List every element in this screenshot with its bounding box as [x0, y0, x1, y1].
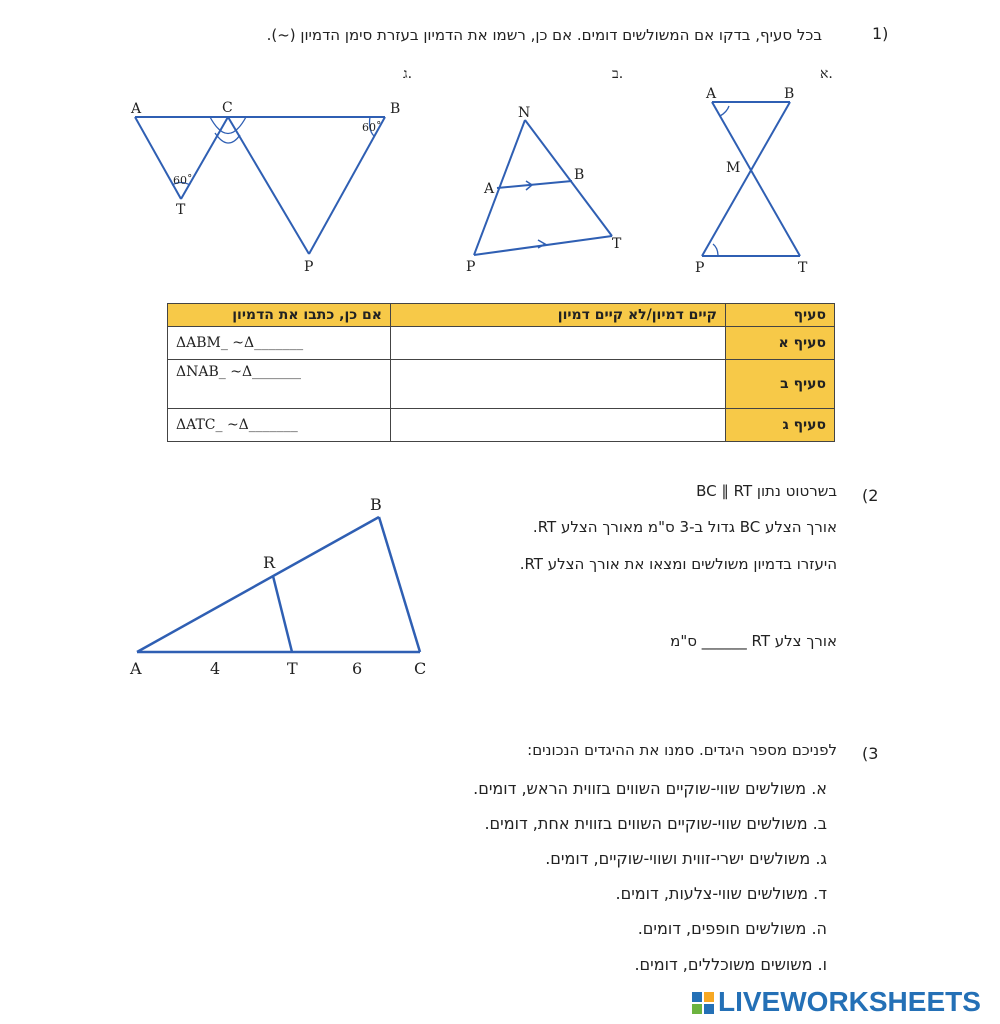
label-c-A: A: [131, 101, 142, 117]
figure-a-caption: א.: [820, 66, 833, 82]
answer-cell[interactable]: ΔATC_ ~Δ_______: [168, 409, 391, 442]
label-b-B: B: [574, 167, 585, 183]
label-c-C: C: [222, 100, 233, 116]
q3-statement[interactable]: ד. משולשים שווי-צלעות, דומים.: [615, 884, 827, 903]
section-label: סעיף ב: [726, 360, 835, 409]
label-a-M: M: [726, 160, 741, 176]
logo-grid-icon: [692, 992, 714, 1014]
q1-instruction: בכל סעיף, בדקו אם המשולשים דומים. אם כן, רשמו את הדמיון בעזרת סימן הדמיון (~).: [266, 26, 822, 44]
label-c-T: T: [176, 202, 186, 218]
q3-statement[interactable]: ג. משולשים ישרי-זווית ושווי-שוקיים, דומים.: [545, 849, 827, 868]
label-b-P: P: [466, 259, 476, 275]
label-a-B: B: [784, 86, 795, 102]
q2-label-R: R: [263, 553, 276, 572]
similar-answer-cell[interactable]: [391, 327, 726, 360]
header-similar-or-not: קיים דמיון/לא קיים דמיון: [391, 304, 726, 327]
figure-b-caption: ב.: [612, 66, 624, 82]
label-c-P: P: [304, 259, 314, 275]
angle-label-B: 60˚: [362, 121, 382, 134]
q2-figure: [120, 490, 450, 690]
q2-line3: היעזרו בדמיון משולשים ומצאו את אורך הצלע RT.: [519, 555, 837, 573]
figure-b: [466, 66, 623, 275]
label-c-B: B: [390, 101, 401, 117]
q2-label-B: B: [370, 495, 382, 514]
answer-cell[interactable]: ΔABM_ ~Δ_______: [168, 327, 391, 360]
section-label: סעיף ג: [726, 409, 835, 442]
liveworksheets-logo[interactable]: [692, 988, 992, 1018]
header-write-similarity: אם כן, כתבו את הדמיון: [168, 304, 391, 327]
q3-statement[interactable]: ה. משולשים חופפים, דומים.: [637, 919, 827, 938]
angle-label-T: 60˚: [173, 174, 193, 187]
q3-statement[interactable]: א. משולשים שווי-שוקיים השווים בזווית הראש, דומים.: [473, 779, 827, 798]
label-b-T: T: [612, 236, 622, 252]
label-b-N: N: [518, 105, 531, 121]
similar-answer-cell[interactable]: [391, 360, 726, 409]
similarity-table: [167, 303, 835, 442]
figure-a: [695, 66, 833, 276]
q1-figures: [0, 60, 1000, 285]
q2-line2: אורך הצלע BC גדול ב-3 ס"מ מאורך הצלע RT.: [532, 518, 837, 536]
q2-answer-line[interactable]: אורך צלע RT ______ ס"מ: [670, 632, 837, 650]
q3-number: (3: [862, 744, 879, 763]
label-a-P: P: [695, 260, 705, 276]
q1-number: 1): [872, 24, 889, 43]
header-section: סעיף: [726, 304, 835, 327]
label-b-A: A: [484, 181, 495, 197]
table-header-row: [168, 304, 835, 327]
figure-c-caption: ג.: [403, 66, 413, 82]
label-a-A: A: [706, 86, 717, 102]
label-a-T: T: [798, 260, 808, 276]
q3-instruction: לפניכם מספר היגדים. סמנו את ההיגדים הנכונים:: [527, 741, 837, 759]
answer-cell[interactable]: ΔNAB_ ~Δ_______: [168, 360, 391, 409]
q2-length-AT: 4: [210, 659, 221, 678]
q3-statement[interactable]: ב. משולשים שווי-שוקיים השווים בזווית אחת, דומים.: [484, 814, 827, 833]
q2-length-TC: 6: [352, 659, 363, 678]
q2-label-A: A: [130, 659, 142, 678]
logo-text: LIVEWORKSHEETS: [718, 986, 981, 1017]
section-label: סעיף א: [726, 327, 835, 360]
similar-answer-cell[interactable]: [391, 409, 726, 442]
q2-given: בשרטוט נתון BC ∥ RT: [696, 482, 837, 500]
table-row: [168, 327, 835, 360]
figure-c: [130, 66, 412, 275]
table-row: [168, 360, 835, 409]
q2-label-C: C: [414, 659, 427, 678]
q2-number: (2: [862, 486, 879, 505]
q2-label-T: T: [287, 659, 298, 678]
q3-statement[interactable]: ו. משושים משוכללים, דומים.: [634, 955, 827, 974]
table-row: [168, 409, 835, 442]
